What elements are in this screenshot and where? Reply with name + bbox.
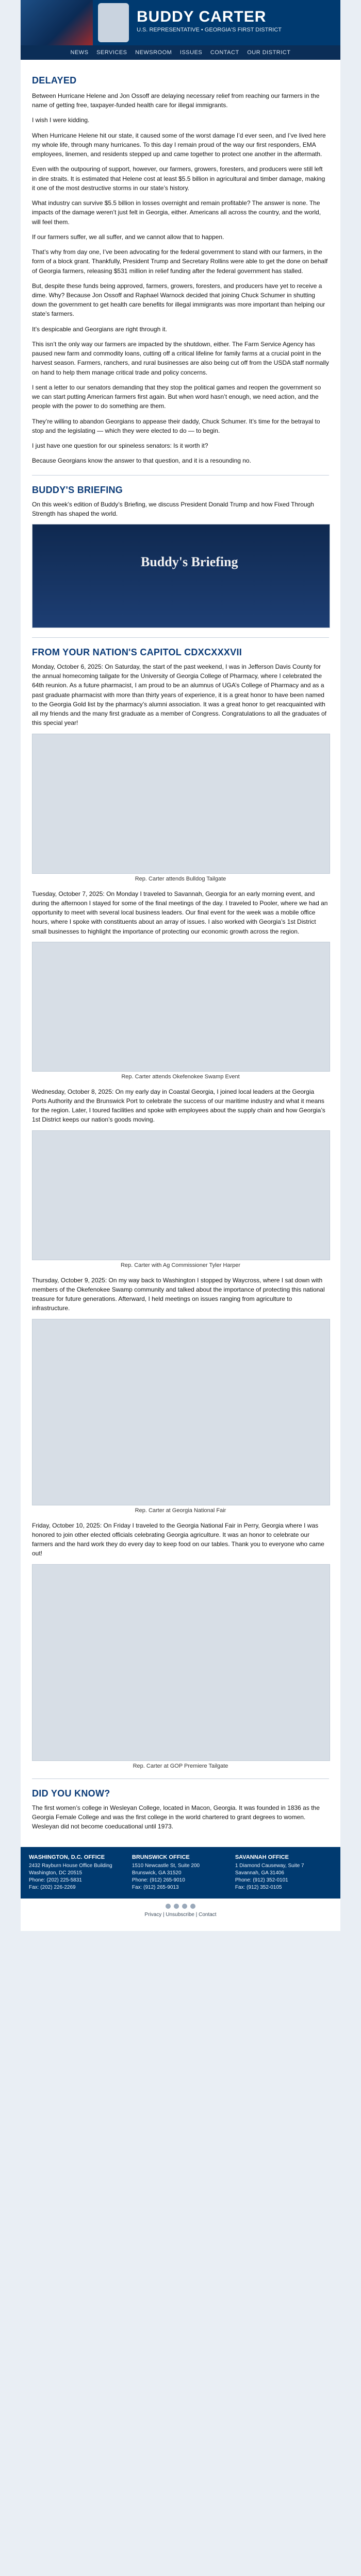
twitter-icon[interactable]: [174, 1904, 179, 1909]
office-name: SAVANNAH OFFICE: [235, 1854, 289, 1861]
office-line: Brunswick, GA 31520: [132, 1870, 182, 1876]
office-line: Fax: (912) 352-0105: [235, 1885, 282, 1891]
nav-item-services[interactable]: SERVICES: [96, 49, 127, 56]
photo-gop-tailgate: [32, 1564, 330, 1761]
photo-caption: Rep. Carter with Ag Commissioner Tyler Harper: [120, 1262, 241, 1268]
newsletter-page: [21, 0, 340, 1931]
delayed-paragraph: When Hurricane Helene hit our state, it caused some of the worst damage I’d ever seen, and I’ve lived here my whole life, through many hurricanes. To this day I remain proud of the way our first responders, EMA employees, linemen, and residents stepped up and came together to protect one another in the aftermath.: [32, 131, 326, 158]
footer-bottom: [21, 1899, 340, 1931]
divider: [32, 637, 329, 638]
photo-fair: [32, 1319, 330, 1505]
office-line: Phone: (912) 265-9010: [132, 1877, 185, 1884]
instagram-icon[interactable]: [182, 1904, 187, 1909]
capitol-paragraph: Monday, October 6, 2025: On Saturday, the start of the past weekend, I was in Jefferson Davis County for the annual homecoming tailgate for the University of Georgia College of Pharmacy, where I celebrated the 64th reunion. As a future pharmacist, I am proud to be an alumnus of UGA’s College of Pharmacy and as a past graduate pharmacist with more than thirty years of experience, it is a great honor to have been named to the Georgia Gold list by the pharmacy’s alumni association. It was a great honor to get reacquainted with all my friends and the many first graduate as a member of Congress. Congratulations to all the graduates of this special year!: [32, 663, 326, 727]
delayed-paragraph: Even with the outpouring of support, however, our farmers, growers, foresters, and producers were still left in dire straits. It is estimated that Helene cost at least $5.5 billion in agricultural and timber damage, making it one of the most destructive storms in our state’s history.: [32, 165, 325, 192]
content: [21, 60, 340, 1847]
divider: [32, 475, 329, 476]
capitol-paragraph: Friday, October 10, 2025: On Friday I traveled to the Georgia National Fair in Perry, Georgia where I was honored to join other elected officials celebrating Georgia agriculture. It was an honor to celebrate our farmers and the hard work they do every day to keep food on our tables. Thank you to everyone who came out!: [32, 1521, 324, 1557]
office-line: 2432 Rayburn House Office Building: [29, 1863, 112, 1869]
nav-item-newsroom[interactable]: NEWSROOM: [135, 49, 172, 56]
capitol-paragraph: Wednesday, October 8, 2025: On my early day in Coastal Georgia, I joined local leaders at the Georgia Ports Authority and the Brunswick Port to celebrate the success of our maritime industry and what it means for the region. Later, I toured facilities and spoke with employees about the supply chain and how Georgia’s 1st District keeps our nation’s goods moving.: [32, 1088, 325, 1124]
photo-caption: Rep. Carter attends Okefenokee Swamp Event: [121, 1073, 240, 1080]
office-line: Fax: (202) 226-2269: [29, 1885, 76, 1891]
delayed-section: [32, 91, 329, 466]
photo-tailgate: [32, 734, 330, 874]
delayed-paragraph: If our farmers suffer, we all suffer, and we cannot allow that to happen.: [32, 233, 224, 241]
did-you-know-title: DID YOU KNOW?: [32, 1788, 110, 1799]
delayed-title: DELAYED: [32, 75, 77, 86]
office-line: Phone: (912) 352-0101: [235, 1877, 288, 1884]
office-brunswick: [132, 1854, 229, 1891]
capitol-paragraph: Thursday, October 9, 2025: On my way back to Washington I stopped by Waycross, where I sat down with members of the Okefenokee Swamp community and talked about the importance of protecting this national treasure for future generations. Afterward, I held meetings on issues ranging from agriculture to infrastructure.: [32, 1276, 325, 1312]
delayed-paragraph: I sent a letter to our senators demanding that they stop the political games and reopen the government so we can start putting American farmers first again. But when word hasn’t enough, we need action, and the people with the power to do something are them.: [32, 383, 321, 410]
nav-bar: [21, 45, 340, 60]
office-line: Phone: (202) 225-5831: [29, 1877, 82, 1884]
brand-subtitle: U.S. REPRESENTATIVE • GEORGIA'S FIRST DISTRICT: [137, 27, 282, 33]
briefing-text: On this week’s edition of Buddy’s Briefing, we discuss President Donald Trump and how Fixed Through Strength has shaped the world.: [32, 500, 314, 517]
delayed-paragraph: That’s why from day one, I’ve been advocating for the federal government to stand with our farmers, in the form of a block grant. Thankfully, President Trump and Secretary Rollins were able to get the done on behalf of Georgia farmers, releasing $531 million in relief funding after the federal government has stalled.: [32, 248, 328, 275]
brand-title: BUDDY CARTER: [137, 8, 267, 25]
briefing-graphic[interactable]: [32, 524, 330, 628]
delayed-paragraph: It’s despicable and Georgians are right through it.: [32, 325, 167, 333]
delayed-paragraph: I just have one question for our spineless senators: Is it worth it?: [32, 442, 208, 450]
briefing-graphic-label: Buddy's Briefing: [141, 554, 238, 569]
office-line: Savannah, GA 31406: [235, 1870, 284, 1876]
nav-item-contact[interactable]: CONTACT: [210, 49, 239, 56]
representative-portrait: [98, 3, 129, 42]
photo-caption: Rep. Carter attends Bulldog Tailgate: [135, 875, 226, 882]
capitol-title: FROM YOUR NATION'S CAPITOL CDXCXXXVII: [32, 647, 242, 657]
delayed-paragraph: What industry can survive $5.5 billion in losses overnight and remain profitable? The answer is none. The impacts of the damage weren’t just felt in Georgia, either. Americans all across the country, and the world, will feel them.: [32, 199, 321, 226]
office-name: BRUNSWICK OFFICE: [132, 1854, 190, 1861]
footer-links[interactable]: Privacy | Unsubscribe | Contact: [144, 1912, 217, 1918]
delayed-paragraph: I wish I were kidding.: [32, 116, 90, 124]
header-banner: [21, 0, 340, 45]
delayed-paragraph: They’re willing to abandon Georgians to appease their daddy, Chuck Schumer. It’s time for the betrayal to stop and the legislating — which they were elected to do — to begin.: [32, 417, 320, 434]
photo-ag-commissioner: [32, 1130, 330, 1260]
nav-item-issues[interactable]: ISSUES: [179, 49, 203, 56]
office-line: 1 Diamond Causeway, Suite 7: [235, 1863, 304, 1869]
facebook-icon[interactable]: [166, 1904, 171, 1909]
delayed-paragraph: Between Hurricane Helene and Jon Ossoff are delaying necessary relief from reaching our farmers in the name of getting free, taxpayer-funded health care for illegal immigrants.: [32, 92, 320, 109]
capitol-paragraph: Tuesday, October 7, 2025: On Monday I traveled to Savannah, Georgia for an early morning event, and during the afternoon I stayed for some of the final meetings of the day. I traveled to Pooler, where we had an opportunity to meet with several local business leaders. Our final event for the week was a mobile office hours, where I spoke with constituents about an array of issues. I also worked with Georgia’s 1st District small businesses to highlight the importance of protecting our economic growth across the region.: [32, 890, 328, 935]
office-line: Fax: (912) 265-9013: [132, 1885, 179, 1891]
briefing-title: BUDDY'S BRIEFING: [32, 484, 123, 495]
photo-caption: Rep. Carter at GOP Premiere Tailgate: [133, 1762, 228, 1769]
youtube-icon[interactable]: [190, 1904, 195, 1909]
flag-graphic: [21, 0, 93, 45]
photo-caption: Rep. Carter at Georgia National Fair: [135, 1507, 226, 1514]
office-dc: [29, 1854, 126, 1891]
did-you-know-text: The first women’s college in Wesleyan College, located in Macon, Georgia. It was founded in 1836 as the Georgia Female College and was the first college in the world chartered to grant degrees to women. Wesleyan did not become coeducational until 1973.: [32, 1804, 320, 1831]
nav-item-news[interactable]: NEWS: [70, 49, 89, 56]
office-savannah: [235, 1854, 332, 1891]
divider: [32, 1778, 329, 1779]
nav-item-district[interactable]: OUR DISTRICT: [247, 49, 291, 56]
photo-okefenokee: [32, 942, 330, 1072]
office-line: Washington, DC 20515: [29, 1870, 83, 1876]
social-icons: [21, 1904, 340, 1909]
delayed-paragraph: This isn’t the only way our farmers are impacted by the shutdown, either. The Farm Service Agency has paused new farm and commodity loans, cutting off a critical lifeline for family farms at a crucial point in the harvest season. Farmers, ranchers, and rural businesses are also being cut off from the USDA staff normally on hand to help them manage critical trade and policy concerns.: [32, 340, 329, 376]
footer-offices: [21, 1847, 340, 1899]
office-line: 1510 Newcastle St, Suite 200: [132, 1863, 200, 1869]
office-name: WASHINGTON, D.C. OFFICE: [29, 1854, 105, 1861]
delayed-paragraph: But, despite these funds being approved, farmers, growers, foresters, and producers have yet to receive a dime. Why? Because Jon Ossoff and Raphael Warnock decided that joining Chuck Schumer in shutting down the government to get health care benefits for illegal immigrants was more important than helping our state’s farmers.: [32, 282, 325, 318]
delayed-paragraph: Because Georgians know the answer to that question, and it is a resounding no.: [32, 457, 251, 465]
